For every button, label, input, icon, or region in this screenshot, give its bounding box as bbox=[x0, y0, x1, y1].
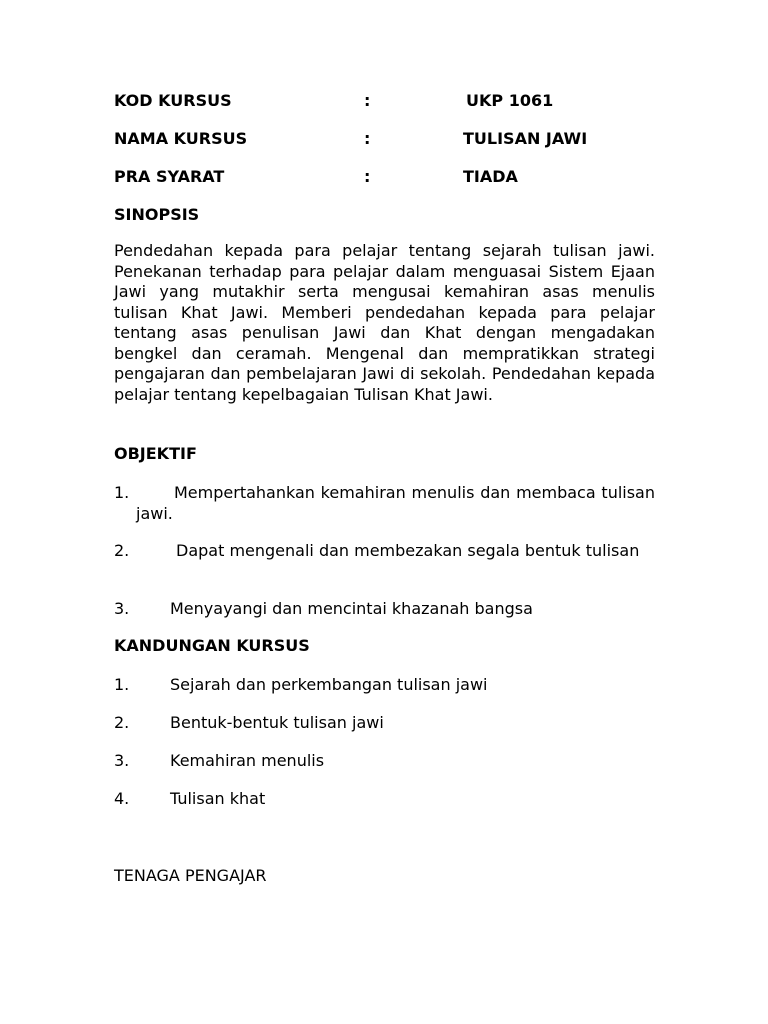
list-number: 2. bbox=[114, 541, 130, 560]
separator: : bbox=[364, 91, 371, 110]
list-number: 4. bbox=[114, 789, 130, 808]
kandungan-item bbox=[114, 674, 655, 695]
prereq-label: PRA SYARAT bbox=[114, 167, 225, 186]
list-number: 2. bbox=[114, 713, 130, 732]
sinopsis-text: Pendedahan kepada para pelajar tentang sejarah tulisan jawi. Penekanan terhadap para pelajar dalam menguasai Sistem Ejaan Jawi yang mutakhir serta mengusai kemahiran asas menulis tulisan Khat Jawi. Memberi pendedahan kepada para pelajar tentang asas penulisan Jawi dan Khat dengan mengadakan bengkel dan ceramah. Mengenal dan mempratikkan strategi pengajaran dan pembelajaran Jawi di sekolah. Pendedahan kepada pelajar tentang kepelbagaian Tulisan Khat Jawi. bbox=[114, 241, 655, 404]
course-name-value: TULISAN JAWI bbox=[463, 129, 588, 148]
objektif-item bbox=[114, 540, 655, 561]
prereq-row bbox=[114, 166, 674, 188]
course-name-row bbox=[114, 128, 674, 150]
objektif-item-text: Mempertahankan kemahiran menulis dan membaca tulisan jawi. bbox=[136, 483, 655, 523]
list-number: 1. bbox=[114, 675, 130, 694]
sinopsis-heading: SINOPSIS bbox=[114, 205, 200, 224]
kandungan-item bbox=[114, 712, 655, 733]
course-code-row bbox=[114, 90, 674, 112]
course-code-label: KOD KURSUS bbox=[114, 91, 232, 110]
objektif-item bbox=[114, 482, 655, 524]
course-code-value: UKP 1061 bbox=[466, 91, 554, 110]
separator: : bbox=[364, 167, 371, 186]
list-number: 1. bbox=[114, 483, 130, 502]
list-number: 3. bbox=[114, 751, 130, 770]
separator: : bbox=[364, 129, 371, 148]
list-number: 3. bbox=[114, 599, 130, 618]
kandungan-item bbox=[114, 750, 655, 771]
objektif-item-text: Dapat mengenali dan membezakan segala bentuk tulisan bbox=[176, 541, 640, 560]
kandungan-item-text: Tulisan khat bbox=[170, 789, 266, 808]
kandungan-item-text: Sejarah dan perkembangan tulisan jawi bbox=[170, 675, 488, 694]
kandungan-item-text: Kemahiran menulis bbox=[170, 751, 325, 770]
objektif-heading: OBJEKTIF bbox=[114, 444, 197, 463]
objektif-item-text: Menyayangi dan mencintai khazanah bangsa bbox=[170, 599, 533, 618]
kandungan-item-text: Bentuk-bentuk tulisan jawi bbox=[170, 713, 384, 732]
kandungan-item bbox=[114, 788, 655, 809]
course-name-label: NAMA KURSUS bbox=[114, 129, 248, 148]
tenaga-pengajar-heading: TENAGA PENGAJAR bbox=[114, 866, 267, 885]
prereq-value: TIADA bbox=[463, 167, 518, 186]
kandungan-heading: KANDUNGAN KURSUS bbox=[114, 636, 310, 655]
objektif-item bbox=[114, 598, 655, 619]
